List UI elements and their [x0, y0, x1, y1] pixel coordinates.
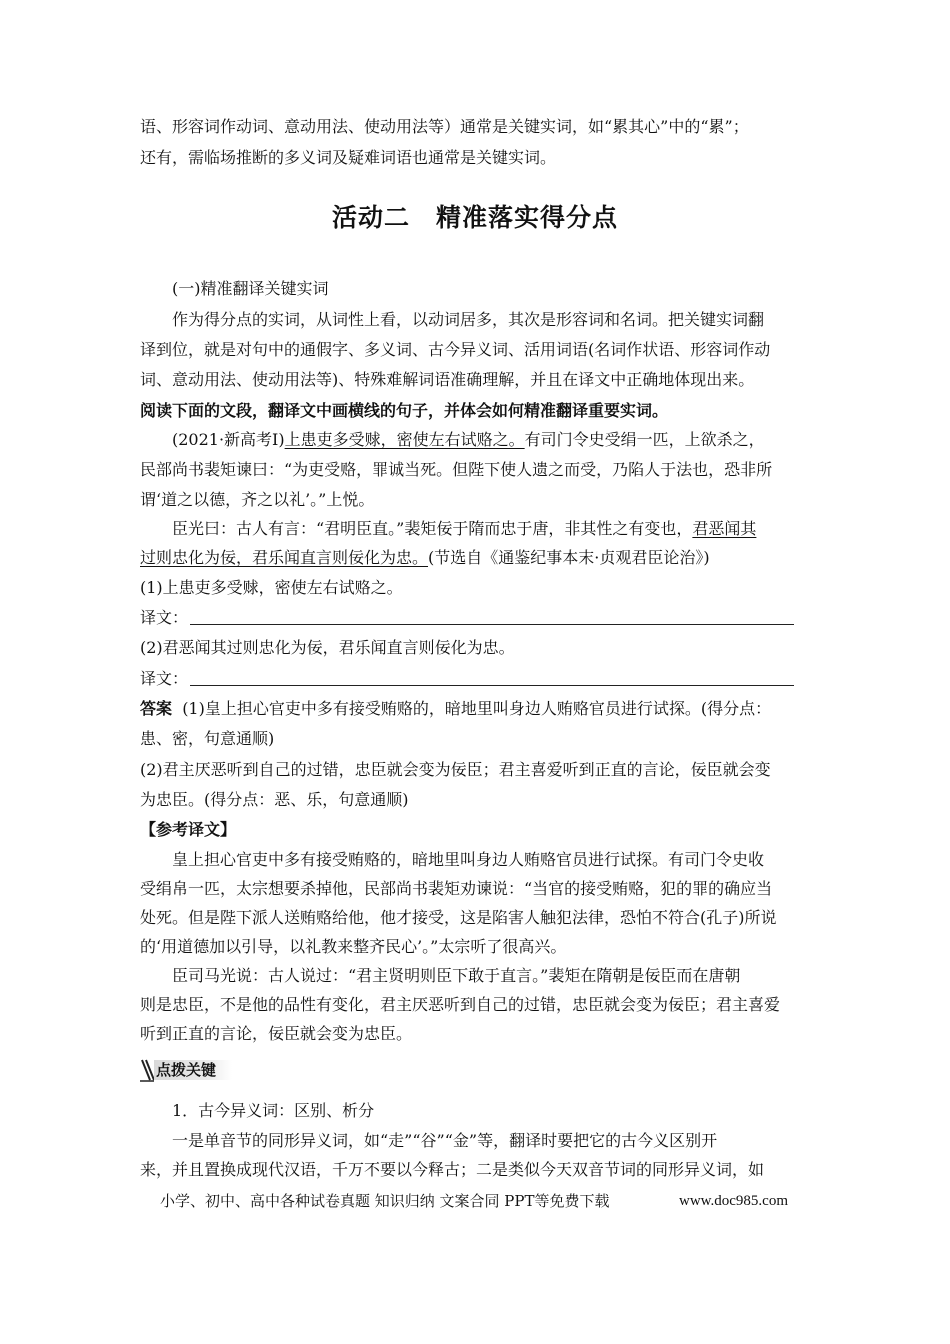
page-footer: [160, 1189, 800, 1213]
top-paragraph-line-2: 还有，需临场推断的多义词及疑难词语也通常是关键实词。: [140, 148, 557, 167]
top-paragraph-line-1: 语、形容词作动词、意动用法、使动用法等）通常是关键实词，如“累其心”中的“累”；: [140, 117, 749, 136]
reference-line-3: 处死。但是陛下派人送贿赂给他，他才接受，这是陷害人触犯法律，恐怕不符合(孔子)所说: [140, 908, 777, 927]
intro-line-1: 作为得分点的实词，从词性上看，以动词居多，其次是形容词和名词。把关键实词翻: [172, 310, 765, 329]
passage-underlined-sentence-2-part-2: 过则忠化为佞，君乐闻直言则佞化为忠。: [140, 548, 429, 567]
intro-line-2: 译到位，就是对句中的通假字、多义词、古今异义词、活用词语(名词作状语、形容词作动: [140, 340, 771, 359]
question-2-answer-label: 译文：: [140, 669, 189, 688]
intro-line-3: 词、意动用法、使动用法等)、特殊难解词语准确理解，并且在译文中正确地体现出来。: [140, 370, 755, 389]
question-2-answer-blank: [190, 685, 794, 686]
passage-underlined-sentence-1: 上患吏多受赇，密使左右试赂之。: [284, 430, 525, 449]
question-2: (2)君恶闻其过则忠化为佞，君乐闻直言则佞化为忠。: [140, 638, 515, 657]
slash-marker-icon: [140, 1058, 154, 1082]
footer-url: www.doc985.com: [678, 1193, 788, 1209]
answer-line-3: (2)君主厌恶听到自己的过错，忠臣就会变为佞臣；君主喜爱听到正直的言论，佞臣就会变: [140, 760, 771, 779]
reference-line-1: 皇上担心官吏中多有接受贿赂的，暗地里叫身边人贿赂官员进行试探。有司门令史收: [172, 850, 765, 869]
reference-heading: 【参考译文】: [140, 820, 237, 839]
question-1-answer-label: 译文：: [140, 608, 189, 627]
key-point-1-heading: 1．古今异义词：区别、析分: [172, 1101, 375, 1120]
key-points-tag: [140, 1058, 232, 1082]
footer-text: 小学、初中、高中各种试卷真题 知识归纳 文案合同 PPT等免费下载: [160, 1192, 610, 1210]
key-points-tag-label: 点拨关键: [156, 1061, 217, 1079]
subsection-heading: (一)精准翻译关键实词: [172, 279, 329, 298]
instruction: 阅读下面的文段，翻译文中画横线的句子，并体会如何精准翻译重要实词。: [140, 401, 669, 420]
reference-line-4: 的‘用道德加以引导，以礼教来整齐民心’。”太宗听了很高兴。: [140, 937, 567, 956]
answer-line-4: 为忠臣。(得分点：恶、乐，句意通顺): [140, 790, 409, 809]
key-point-1-line-2: 来，并且置换成现代汉语，千万不要以今释古；二是类似今天双音节词的同形异义词，如: [140, 1160, 765, 1179]
passage-source-year: (2021·新高考Ⅰ): [172, 430, 285, 449]
section-title: 活动二 精准落实得分点: [331, 203, 618, 232]
reference-line-2: 受绢帛一匹，太宗想要杀掉他，民部尚书裴矩劝谏说：“当官的接受贿赂，犯的罪的确应当: [140, 879, 773, 898]
answer-1-text: (1)皇上担心官吏中多有接受贿赂的，暗地里叫身边人贿赂官员进行试探。(得分点：: [182, 699, 772, 718]
question-1: (1)上患吏多受赇，密使左右试赂之。: [140, 578, 403, 597]
answer-label: 答案: [140, 699, 173, 718]
reference-line-5: 臣司马光说：古人说过：“君主贤明则臣下敢于直言。”裴矩在隋朝是佞臣而在唐朝: [172, 966, 741, 985]
answer-line-1: [140, 694, 812, 724]
passage-source: (节选自《通鉴纪事本末·贞观君臣论治》): [428, 548, 710, 567]
reference-line-6: 则是忠臣，不是他的品性有变化，君主厌恶听到自己的过错，忠臣就会变为佞臣；君主喜爱: [140, 995, 781, 1014]
passage-line-5: [140, 543, 812, 573]
key-point-1-line-1: 一是单音节的同形异义词，如“走”“谷”“金”等，翻译时要把它的古今义区别开: [172, 1131, 718, 1150]
answer-line-2: 患、密，句意通顺): [140, 729, 275, 748]
reference-line-7: 听到正直的言论，佞臣就会变为忠臣。: [140, 1024, 413, 1043]
passage-line-2: 民部尚书裴矩谏曰：“为吏受赂，罪诚当死。但陛下使人遗之而受，乃陷人于法也，恐非所: [140, 460, 773, 479]
passage-line-3: 谓‘道之以德，齐之以礼’。”上悦。: [140, 490, 375, 509]
passage-line-4: [172, 514, 812, 544]
passage-underlined-sentence-2-part-1: 君恶闻其: [692, 519, 757, 538]
question-1-answer-blank: [190, 624, 794, 625]
passage-line-4-plain: 臣光曰：古人有言：“君明臣直。”裴矩佞于隋而忠于唐，非其性之有变也，: [172, 519, 693, 538]
passage-line-1: [172, 425, 812, 455]
passage-line-1-rest: 有司门令史受绢一匹，上欲杀之，: [524, 430, 765, 449]
